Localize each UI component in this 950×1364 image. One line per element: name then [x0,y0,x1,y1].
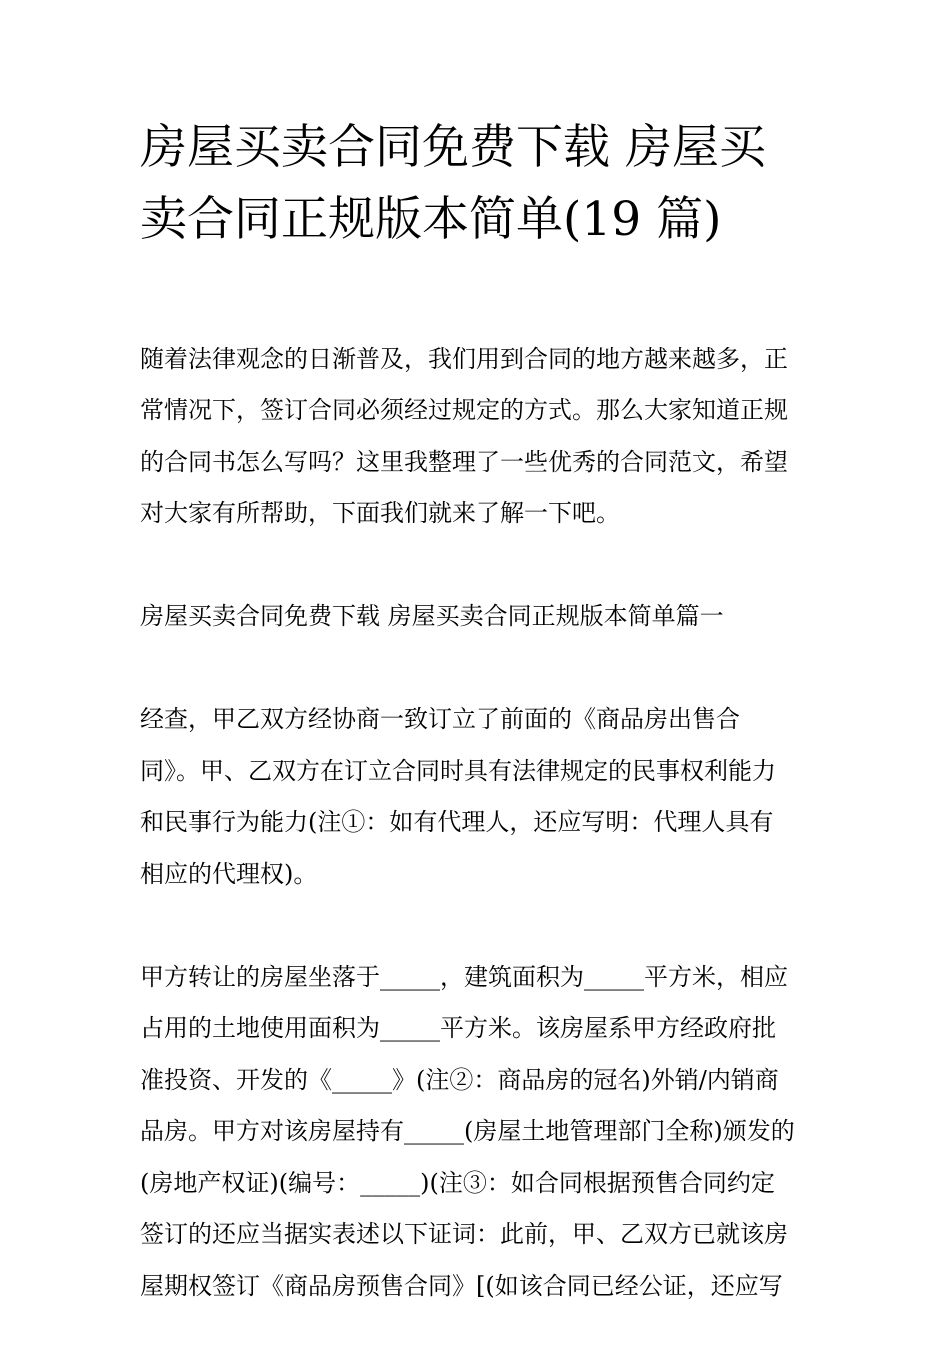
section-heading: 房屋买卖合同免费下载 房屋买卖合同正规版本简单篇一 [140,602,724,630]
intro-paragraph: 随着法律观念的日渐普及，我们用到合同的地方越来越多，正 常情况下，签订合同必须经过规定的方式。那么大家知道正规 的合同书怎么写吗？这里我整理了一些优秀的合同范文，希望 对大家有所帮助，下面我们就来了解一下吧。 [140,344,788,527]
contract-paragraph: 甲方转让的房屋坐落于_____，建筑面积为_____平方米，相应 占用的土地使用面积为_____平方米。该房屋系甲方经政府批 准投资、开发的《_____》(注②：商品房的冠名)外销/内销商 品房。甲方对该房屋持有_____(房屋土地管理部门全称)颁发的 (房地产权证)(编号：_____)(注③：如合同根据预售合同约定 签订的还应当据实表述以下证词：此前，甲、乙双方已就该房 屋期权签订《商品房预售合同》[(如该合同已经公证，还应写 [140,962,795,1300]
document-title: 房屋买卖合同免费下载 房屋买 卖合同正规版本简单(19 篇) [140,120,766,247]
document-body [140,282,830,1364]
contract-paragraph: 经查，甲乙双方经协商一致订立了前面的《商品房出售合 同》。甲、乙双方在订立合同时具有法律规定的民事权利能力 和民事行为能力(注①：如有代理人，还应写明：代理人具有 相应的代理权)。 [140,705,776,888]
